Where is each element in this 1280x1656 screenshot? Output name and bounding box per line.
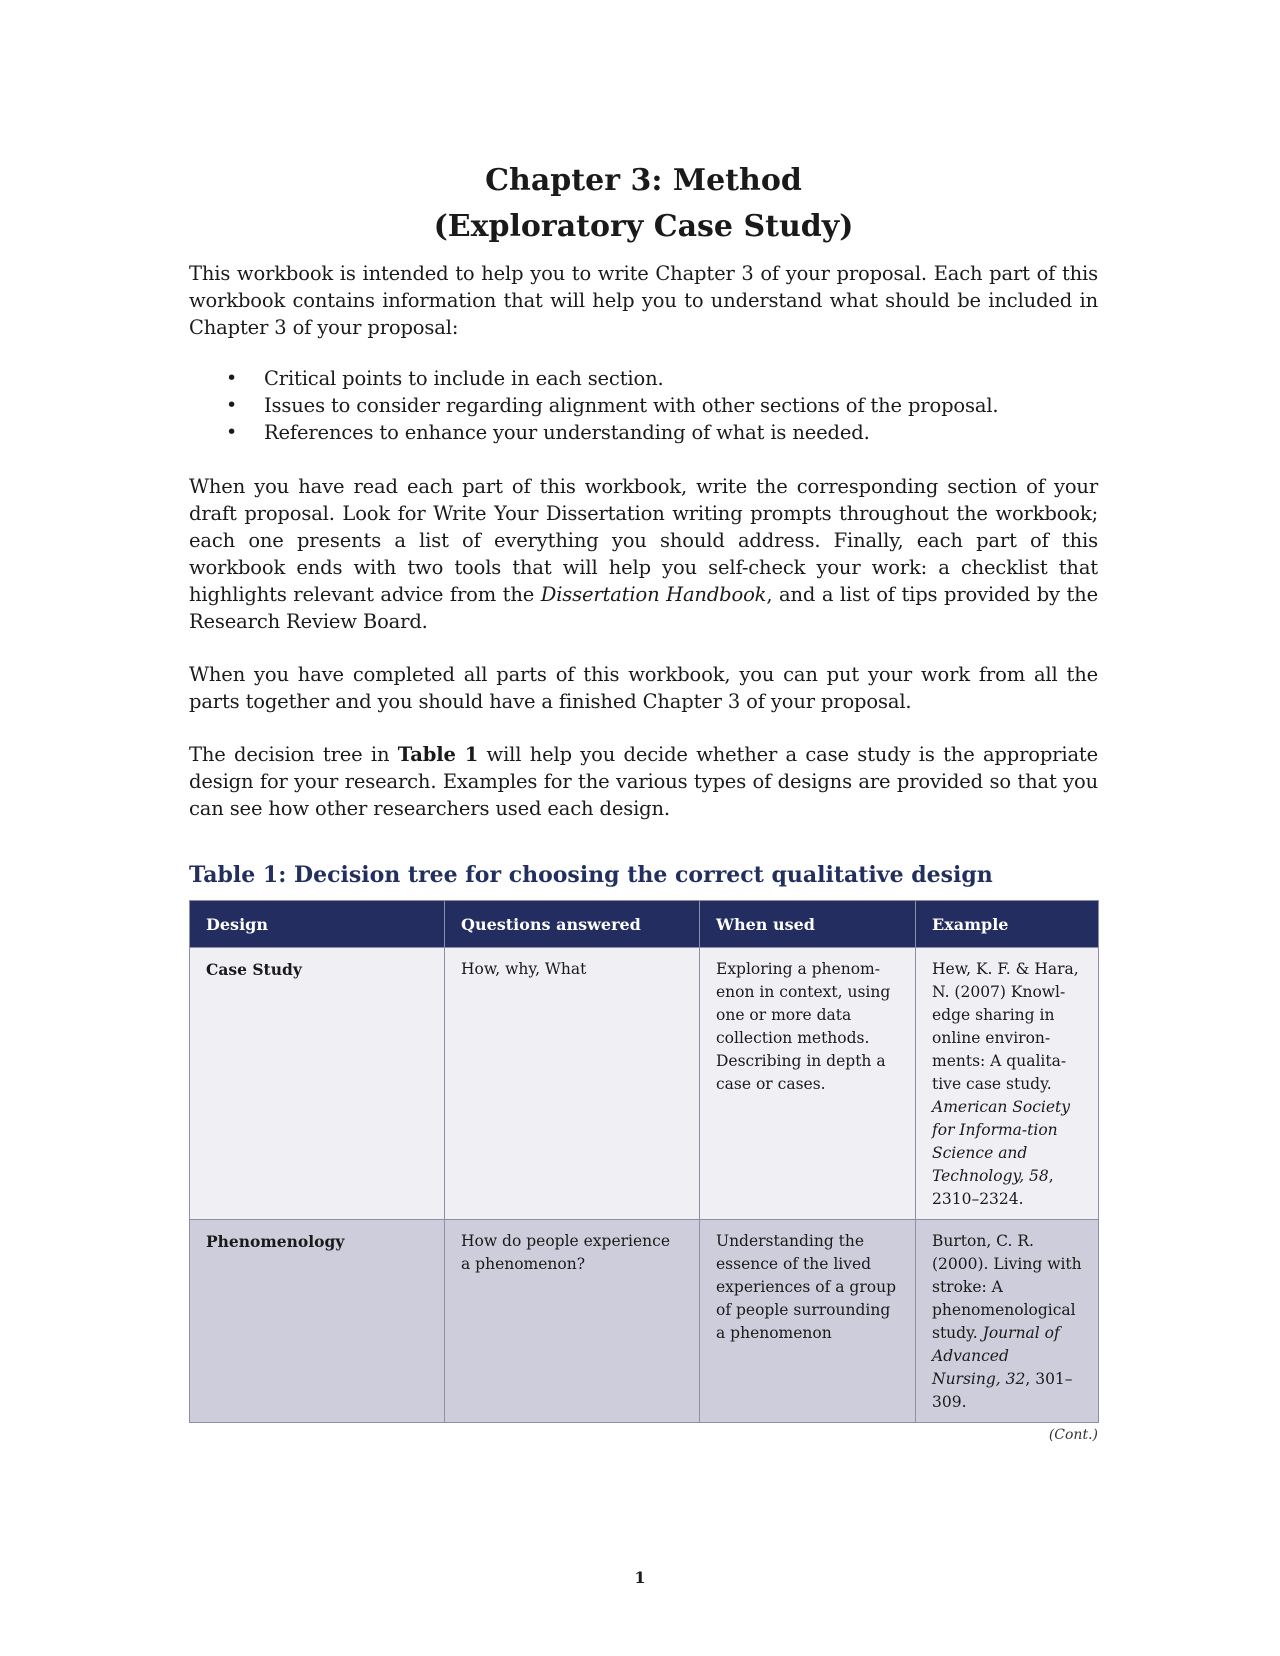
- cell-design: Case Study: [190, 948, 445, 1220]
- paragraph-3: When you have completed all parts of this workbook, you can put your work from all the parts together and you should have a finished Chapter 3 of your proposal.: [189, 663, 1098, 713]
- chapter-title: [189, 158, 1098, 250]
- example-citation: Burton, C. R. (2000). Living with stroke: A phenomenological study.: [932, 1232, 1082, 1342]
- cell-example: [916, 1220, 1099, 1423]
- cell-when-used: Understanding the essence of the lived experiences of a group of people surrounding a phenomenon: [700, 1220, 916, 1423]
- bullet-list: [189, 365, 1098, 446]
- bullet-item: • References to enhance your understanding of what is needed.: [264, 419, 1098, 446]
- example-journal: Journal of Advanced Nursing, 32: [932, 1324, 1060, 1388]
- document-page: [189, 158, 1098, 1443]
- cell-questions: How, why, What: [445, 948, 700, 1220]
- example-pages: , 301–309.: [932, 1370, 1073, 1411]
- example-pages: , 2310–2324.: [932, 1167, 1054, 1208]
- example-citation: Hew, K. F. & Hara, N. (2007) Knowl-edge sharing in online environ-ments: A qualita-tive case study.: [932, 960, 1079, 1093]
- paragraph-4-text: The decision tree in: [189, 743, 398, 766]
- handbook-title: Dissertation Handbook: [540, 583, 767, 606]
- title-line-2: (Exploratory Case Study): [433, 209, 854, 244]
- cell-questions: How do people experience a phenomenon?: [445, 1220, 700, 1423]
- example-journal: American Society for Informa-tion Science and Technology, 58: [932, 1098, 1071, 1185]
- table-caption: Table 1: Decision tree for choosing the correct qualitative design: [189, 862, 993, 888]
- bullet-item: • Issues to consider regarding alignment with other sections of the proposal.: [264, 392, 1098, 419]
- table-reference: Table 1: [397, 743, 479, 766]
- paragraph-4: [189, 741, 1098, 822]
- table-row: [190, 1220, 1099, 1423]
- page-number: 1: [634, 1568, 646, 1587]
- header-example: Example: [916, 901, 1099, 948]
- paragraph-2: [189, 473, 1098, 635]
- cell-when-used: Exploring a phenom-enon in context, using one or more data collection methods. Describing in depth a case or cases.: [700, 948, 916, 1220]
- paragraph-2-text: When you have read each part of this workbook, write the corresponding section of your draft proposal. Look for Write Your Dissertation writing prompts throughout the workbook; each one presents a list of everything you should address. Finally, each part of this workbook ends with two tools that will help you self-check your work: a checklist that highlights relevant advice from the: [189, 475, 1098, 606]
- table-row: [190, 948, 1099, 1220]
- paragraph-2-tail: , and a list of tips provided by the Research Review Board.: [189, 583, 1098, 633]
- cell-design: Phenomenology: [190, 1220, 445, 1423]
- intro-paragraph: This workbook is intended to help you to write Chapter 3 of your proposal. Each part of this workbook contains information that will help you to understand what should be included in Chapter 3 of your proposal:: [189, 262, 1098, 339]
- header-questions: Questions answered: [445, 901, 700, 948]
- header-when-used: When used: [700, 901, 916, 948]
- header-design: Design: [190, 901, 445, 948]
- title-line-1: Chapter 3: Method: [485, 163, 802, 198]
- table-header-row: [190, 901, 1099, 948]
- cell-example: [916, 948, 1099, 1220]
- paragraph-4-tail: will help you decide whether a case study is the appropriate design for your research. Examples for the various types of designs are provided so that you can see how other researchers used each design.: [189, 743, 1098, 820]
- bullet-item: • Critical points to include in each section.: [264, 365, 1098, 392]
- continued-note: (Cont.): [1048, 1427, 1098, 1443]
- decision-tree-table: [189, 900, 1099, 1423]
